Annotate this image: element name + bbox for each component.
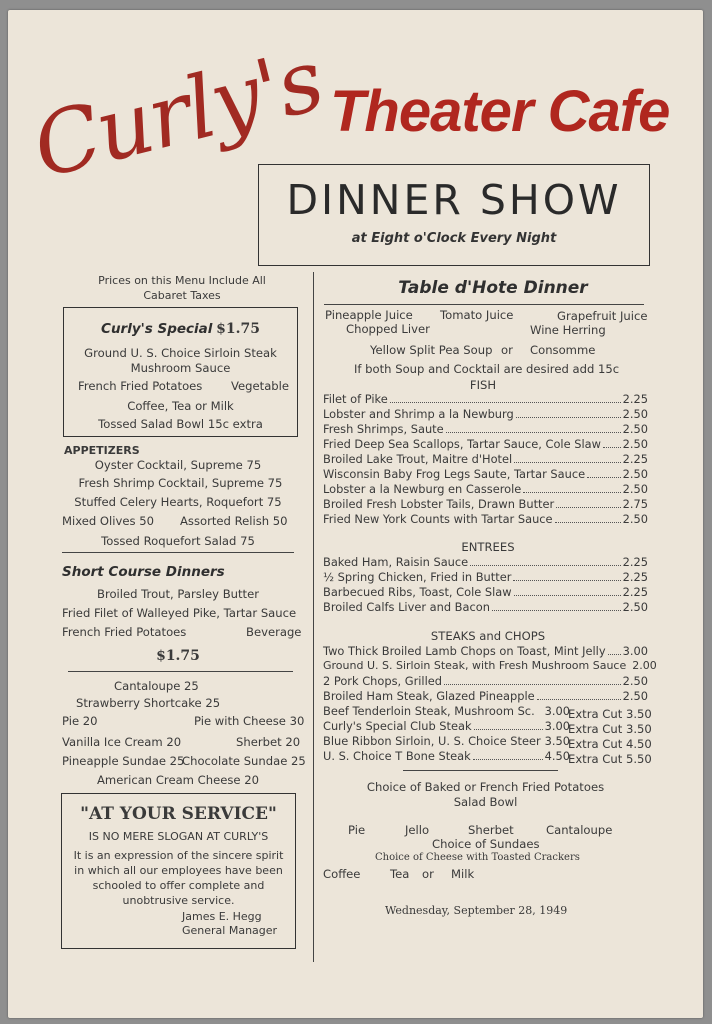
dessert-cheese: American Cream Cheese 20	[96, 773, 259, 787]
appetizer-item: Stuffed Celery Hearts, Roquefort 75	[74, 495, 282, 509]
extra-cut-price: Extra Cut 5.50	[568, 752, 652, 766]
column-divider	[313, 272, 314, 962]
divider-line	[324, 304, 644, 305]
item-name: Fried New York Counts with Tartar Sauce	[323, 512, 553, 526]
item-price: 2.50	[622, 689, 648, 703]
starter-herring: Wine Herring	[530, 323, 606, 337]
divider-line	[68, 671, 293, 672]
appetizers-heading: APPETIZERS	[64, 444, 140, 457]
special-line-2: Mushroom Sauce	[130, 361, 231, 375]
item-name: Baked Ham, Raisin Sauce	[323, 555, 469, 569]
drink-option: Milk	[451, 867, 475, 881]
curlys-script-logo: Curly's	[23, 30, 332, 198]
service-body-line: It is an expression of the sincere spirit	[73, 849, 284, 862]
short-course-potatoes: French Fried Potatoes	[62, 625, 187, 639]
item-price: 3.00	[544, 704, 570, 718]
menu-row	[323, 407, 648, 421]
dessert-option: Jello	[405, 823, 430, 837]
special-price: $1.75	[216, 321, 260, 337]
leader-dots	[523, 492, 620, 493]
special-drinks: Coffee, Tea or Milk	[127, 399, 234, 413]
leader-dots	[603, 447, 621, 448]
dessert-sherbet: Sherbet 20	[236, 735, 301, 749]
entrees-heading: ENTREES	[461, 540, 515, 554]
leader-dots	[390, 402, 621, 403]
menu-date: Wednesday, September 28, 1949	[385, 904, 568, 917]
item-name: Broiled Fresh Lobster Tails, Drawn Butter	[323, 497, 555, 511]
divider-line	[62, 552, 294, 553]
drink-option: Tea	[390, 867, 410, 881]
appetizer-salad: Tossed Roquefort Salad 75	[101, 534, 255, 548]
service-signer-title: General Manager	[182, 924, 278, 937]
dessert-ice-cream: Vanilla Ice Cream 20	[62, 735, 182, 749]
item-price: 2.25	[622, 555, 648, 569]
menu-row	[323, 719, 570, 733]
dessert-shortcake: Strawberry Shortcake 25	[76, 696, 221, 710]
starter-grapefruit: Grapefruit Juice	[557, 309, 648, 323]
dessert-cantaloupe: Cantaloupe 25	[114, 679, 199, 693]
menu-row	[323, 482, 648, 496]
item-name: 2 Pork Chops, Grilled	[323, 674, 442, 688]
special-salad: Tossed Salad Bowl 15c extra	[98, 417, 263, 431]
item-price: 2.00	[632, 659, 657, 672]
menu-page	[8, 10, 703, 1018]
extra-cut-price: Extra Cut 4.50	[568, 737, 652, 751]
service-slogan: IS NO MERE SLOGAN AT CURLY'S	[88, 830, 269, 843]
item-name: Curly's Special Club Steak	[323, 719, 472, 733]
item-price: 2.25	[622, 392, 648, 406]
leader-dots	[537, 699, 621, 700]
item-name: Lobster a la Newburg en Casserole	[323, 482, 522, 496]
item-price: 2.75	[622, 497, 648, 511]
leader-dots	[514, 462, 620, 463]
menu-row	[323, 734, 570, 748]
leader-dots	[587, 477, 620, 478]
item-name: Broiled Calfs Liver and Bacon	[323, 600, 490, 614]
menu-row	[323, 644, 648, 658]
item-price: 3.00	[622, 644, 648, 658]
short-course-item: Fried Filet of Walleyed Pike, Tartar Sauce	[62, 606, 297, 620]
menu-row	[323, 659, 657, 672]
item-name: Barbecued Ribs, Toast, Cole Slaw	[323, 585, 512, 599]
item-name: Fresh Shrimps, Saute	[323, 422, 444, 436]
sundaes-choice: Choice of Sundaes	[432, 837, 540, 851]
special-title: Curly's Special	[101, 321, 213, 337]
item-name: Fried Deep Sea Scallops, Tartar Sauce, Cole Slaw	[323, 437, 601, 451]
starter-liver: Chopped Liver	[346, 322, 430, 336]
dessert-chocolate: Chocolate Sundae 25	[182, 754, 306, 768]
divider-line	[403, 770, 558, 771]
leader-dots	[516, 417, 621, 418]
short-course-heading: Short Course Dinners	[62, 564, 225, 580]
appetizer-olives: Mixed Olives 50	[62, 514, 154, 528]
leader-dots	[556, 507, 620, 508]
item-price: 2.50	[622, 512, 648, 526]
leader-dots	[474, 729, 543, 730]
menu-row	[323, 749, 570, 763]
leader-dots	[492, 610, 621, 611]
prices-note-line1: Prices on this Menu Include All	[98, 274, 266, 287]
short-course-item: Broiled Trout, Parsley Butter	[97, 587, 259, 601]
menu-row	[323, 512, 648, 526]
special-heading	[63, 321, 298, 337]
service-signer: James E. Hegg	[182, 910, 262, 923]
item-name: Broiled Lake Trout, Maitre d'Hotel	[323, 452, 513, 466]
special-line-1: Ground U. S. Choice Sirloin Steak	[84, 346, 277, 360]
soup-split-pea: Yellow Split Pea Soup	[370, 343, 493, 357]
menu-row	[323, 467, 648, 481]
leader-dots	[444, 684, 621, 685]
menu-row	[323, 704, 570, 718]
menu-row	[323, 392, 648, 406]
potatoes-choice: Choice of Baked or French Fried Potatoes	[366, 780, 605, 794]
soup-cocktail-note: If both Soup and Cocktail are desired add 15c	[354, 362, 620, 376]
dinner-show-heading: DINNER SHOW	[286, 176, 622, 224]
item-name: Blue Ribbon Sirloin, U. S. Choice Steer	[323, 734, 541, 748]
item-price: 4.50	[544, 749, 570, 763]
menu-row	[323, 452, 648, 466]
item-price: 2.50	[622, 600, 648, 614]
item-price: 2.50	[622, 437, 648, 451]
table-dhote-heading: Table d'Hote Dinner	[398, 278, 588, 298]
extra-cut-price: Extra Cut 3.50	[568, 722, 652, 736]
item-price: 2.50	[622, 407, 648, 421]
cheese-choice: Choice of Cheese with Toasted Crackers	[375, 852, 580, 863]
leader-dots	[473, 759, 543, 760]
menu-row	[323, 570, 648, 584]
item-price: 3.50	[544, 734, 571, 748]
item-name: Lobster and Shrimp a la Newburg	[323, 407, 514, 421]
leader-dots	[555, 522, 621, 523]
item-price: 2.50	[622, 674, 648, 688]
service-title: "AT YOUR SERVICE"	[80, 804, 277, 824]
item-name: U. S. Choice T Bone Steak	[323, 749, 471, 763]
service-body-line: schooled to offer complete and	[92, 879, 265, 892]
item-name: Two Thick Broiled Lamb Chops on Toast, Mint Jelly	[323, 644, 606, 658]
item-name: Beef Tenderloin Steak, Mushroom Sc.	[323, 704, 535, 718]
appetizer-relish: Assorted Relish 50	[180, 514, 288, 528]
leader-dots	[608, 654, 621, 655]
special-vegetable: Vegetable	[231, 379, 290, 393]
leader-dots	[513, 580, 620, 581]
item-price: 2.50	[622, 482, 648, 496]
dessert-option: Pie	[348, 823, 366, 837]
menu-row	[323, 600, 648, 614]
prices-note-line2: Cabaret Taxes	[143, 289, 221, 302]
item-name: Broiled Ham Steak, Glazed Pineapple	[323, 689, 535, 703]
appetizer-item: Oyster Cocktail, Supreme 75	[94, 458, 262, 472]
menu-row	[323, 437, 648, 451]
service-body-line: unobtrusive service.	[122, 894, 235, 907]
dessert-pie: Pie 20	[62, 714, 98, 728]
starter-pineapple: Pineapple Juice	[325, 308, 413, 322]
soup-or: or	[501, 343, 513, 357]
special-potatoes: French Fried Potatoes	[78, 379, 203, 393]
service-body-line: in which all our employees have been	[74, 864, 283, 877]
menu-row	[323, 555, 648, 569]
extra-cut-price: Extra Cut 3.50	[568, 707, 652, 721]
steaks-heading: STEAKS and CHOPS	[430, 629, 546, 643]
menu-row	[323, 674, 648, 688]
leader-dots	[514, 595, 621, 596]
item-price: 3.00	[544, 719, 570, 733]
item-price: 2.25	[622, 570, 648, 584]
menu-row	[323, 689, 648, 703]
dessert-option: Sherbet	[468, 823, 514, 837]
menu-row	[323, 497, 648, 511]
item-name: Filet of Pike	[323, 392, 388, 406]
menu-row	[323, 422, 648, 436]
leader-dots	[446, 432, 621, 433]
item-name: ½ Spring Chicken, Fried in Butter	[323, 570, 512, 584]
soup-consomme: Consomme	[530, 343, 596, 357]
short-course-beverage: Beverage	[246, 625, 302, 639]
restaurant-title: Theater Cafe	[330, 79, 670, 144]
starter-tomato: Tomato Juice	[440, 308, 514, 322]
item-price: 2.50	[622, 467, 648, 481]
item-price: 2.50	[622, 422, 648, 436]
fish-heading: FISH	[469, 378, 497, 392]
leader-dots	[470, 565, 620, 566]
show-schedule: at Eight o'Clock Every Night	[351, 231, 557, 246]
drink-option: Coffee	[323, 867, 361, 881]
dessert-pie-cheese: Pie with Cheese 30	[194, 714, 305, 728]
salad-bowl: Salad Bowl	[453, 795, 518, 809]
dessert-option: Cantaloupe	[546, 823, 613, 837]
menu-row	[323, 585, 648, 599]
item-name: Ground U. S. Sirloin Steak, with Fresh Mushroom Sauce	[323, 659, 627, 672]
dessert-pineapple: Pineapple Sundae 25	[62, 754, 185, 768]
item-price: 2.25	[622, 585, 648, 599]
short-course-price: $1.75	[156, 648, 200, 664]
item-price: 2.25	[622, 452, 648, 466]
appetizer-item: Fresh Shrimp Cocktail, Supreme 75	[78, 476, 283, 490]
item-name: Wisconsin Baby Frog Legs Saute, Tartar Sauce	[323, 467, 586, 481]
drink-option: or	[422, 867, 434, 881]
